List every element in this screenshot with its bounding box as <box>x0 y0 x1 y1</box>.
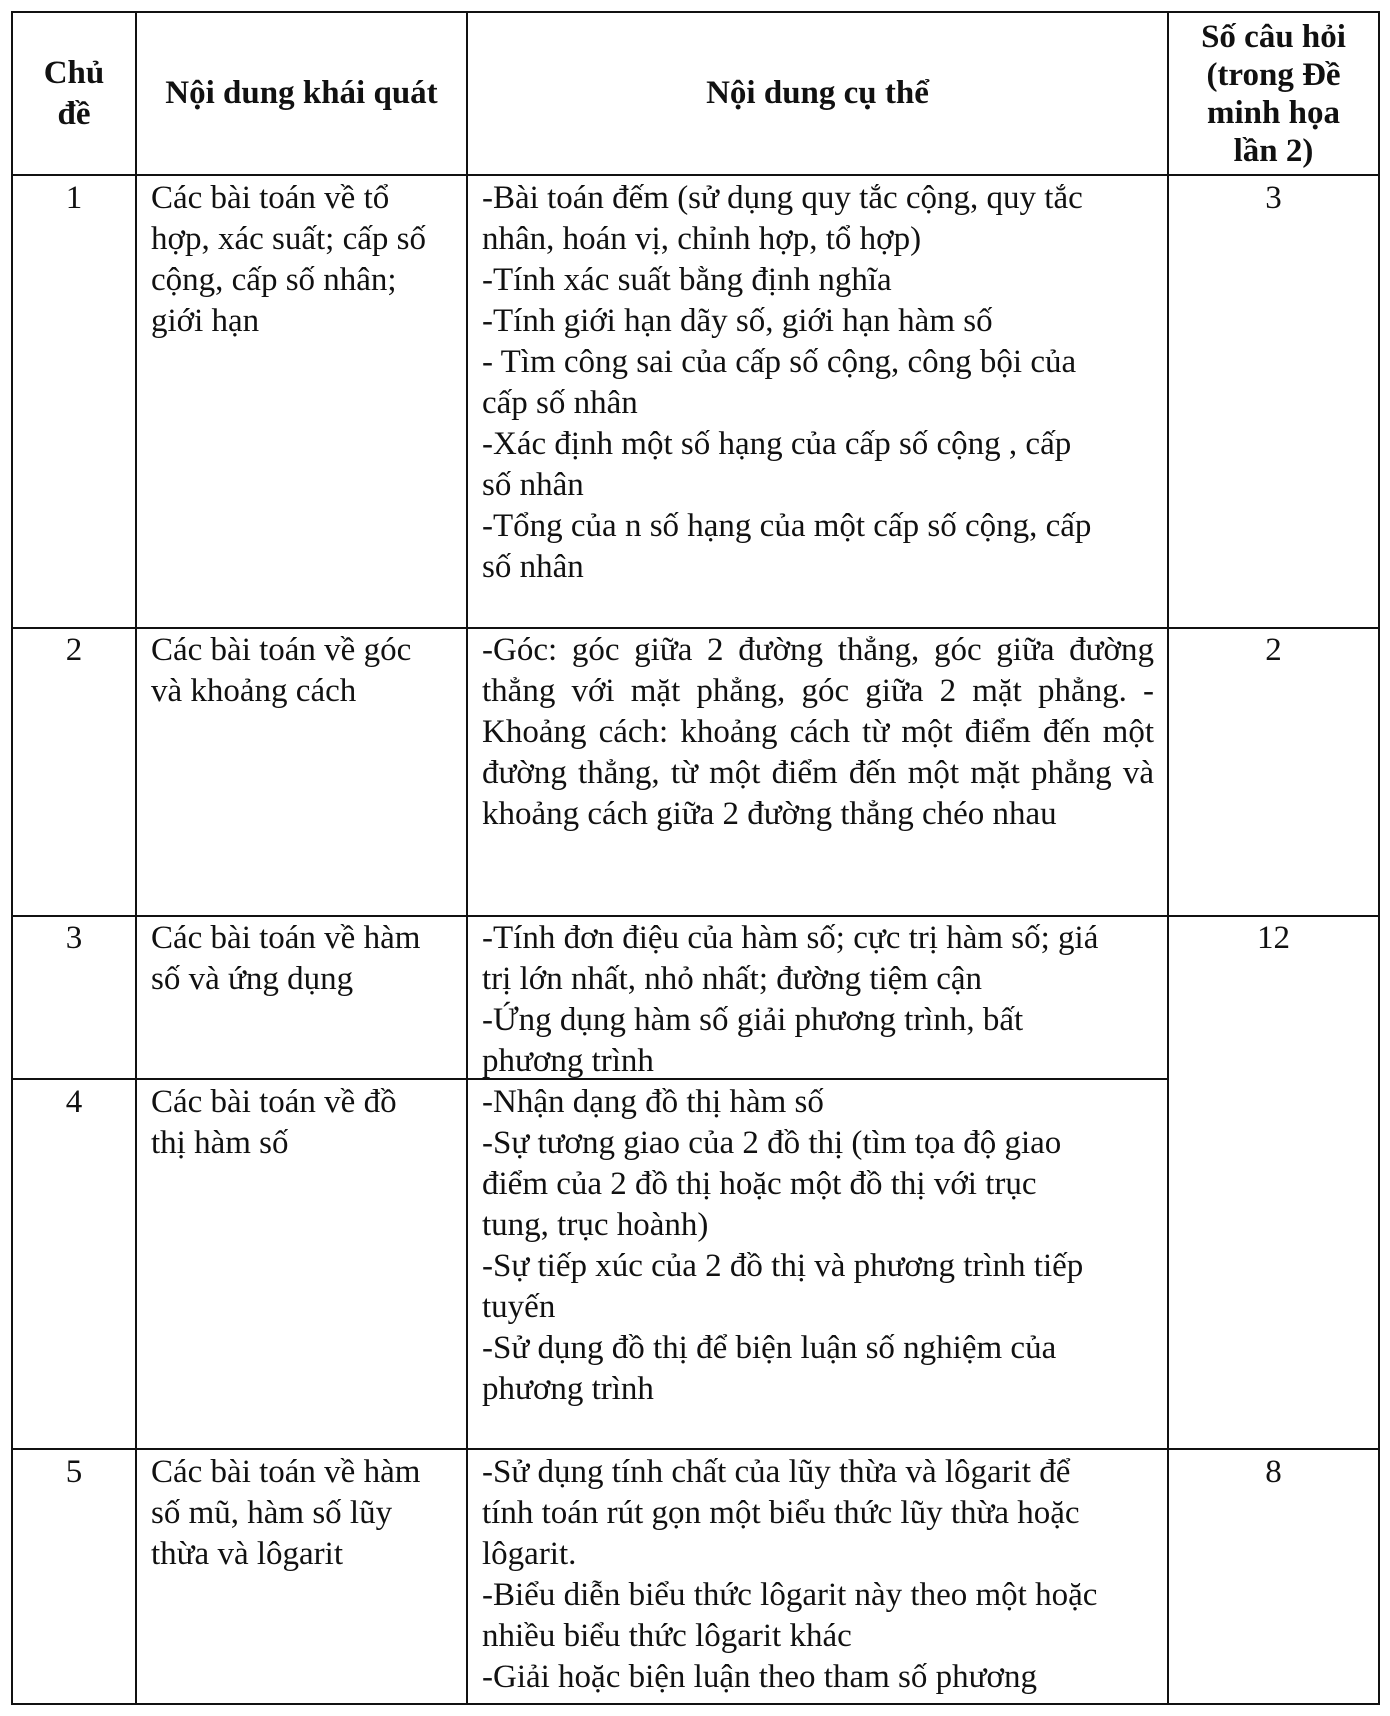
row-5-topic-number: 5 <box>65 1454 83 1490</box>
rows-3-4-question-count: 12 <box>1257 920 1290 956</box>
row-5-general-content: Các bài toán về hàm số mũ, hàm số lũy thừa và lôgarit <box>151 1454 421 1572</box>
header-topic: Chủ đề <box>43 54 105 132</box>
table-border-bottom <box>11 1703 1380 1705</box>
table-border-right <box>1378 11 1380 1705</box>
row-2-specific-content: -Góc: góc giữa 2 đường thẳng, góc giữa đường thẳng với mặt phẳng, góc giữa 2 mặt phẳng. -Khoảng cách: khoảng cách từ một điểm đến một đường thẳng, từ một điểm đến một mặt phẳng và khoảng cách giữa 2 đường thẳng chéo nhau <box>482 632 1154 832</box>
row-divider <box>11 915 1380 917</box>
header-question-count: Số câu hỏi (trong Đề minh họa lần 2) <box>1201 18 1346 169</box>
column-divider <box>135 11 137 1705</box>
row-5-specific-content: -Sử dụng tính chất của lũy thừa và lôgarit để tính toán rút gọn một biểu thức lũy thừa hoặc lôgarit. -Biểu diễn biểu thức lôgarit này theo một hoặc nhiều biểu thức lôgarit khác -Giải hoặc biện luận theo tham số phương <box>482 1454 1098 1695</box>
header-general-content: Nội dung khái quát <box>165 75 438 111</box>
row-3-general-content: Các bài toán về hàm số và ứng dụng <box>151 920 421 997</box>
row-3-specific-content: -Tính đơn điệu của hàm số; cực trị hàm số; giá trị lớn nhất, nhỏ nhất; đường tiệm cận -Ứng dụng hàm số giải phương trình, bất phương trình <box>482 920 1099 1079</box>
row-3-topic-number: 3 <box>65 920 83 956</box>
row-2-topic-number: 2 <box>65 632 83 668</box>
column-divider <box>1167 11 1169 1705</box>
table-border-left <box>11 11 13 1705</box>
row-2-general-content: Các bài toán về góc và khoảng cách <box>151 632 412 709</box>
column-divider <box>466 11 468 1705</box>
row-5-question-count: 8 <box>1265 1454 1282 1490</box>
row-1-question-count: 3 <box>1265 180 1282 216</box>
header-divider <box>11 174 1380 176</box>
row-4-general-content: Các bài toán về đồ thị hàm số <box>151 1084 397 1161</box>
row-divider <box>11 1448 1380 1450</box>
row-4-topic-number: 4 <box>65 1084 83 1120</box>
row-1-specific-content: -Bài toán đếm (sử dụng quy tắc cộng, quy tắc nhân, hoán vị, chỉnh hợp, tổ hợp) -Tính xác suất bằng định nghĩa -Tính giới hạn dãy số, giới hạn hàm số - Tìm công sai của cấp số cộng, công bội của cấp số nhân -Xác định một số hạng của cấp số cộng , cấp số nhân -Tổng của n số hạng của một cấp số cộng, cấp số nhân <box>482 180 1092 585</box>
row-1-topic-number: 1 <box>65 180 83 216</box>
row-divider <box>11 627 1380 629</box>
row-2-question-count: 2 <box>1265 632 1282 668</box>
header-specific-content: Nội dung cụ thể <box>706 75 929 111</box>
row-4-specific-content: -Nhận dạng đồ thị hàm số -Sự tương giao của 2 đồ thị (tìm tọa độ giao điểm của 2 đồ thị hoặc một đồ thị với trục tung, trục hoành) -Sự tiếp xúc của 2 đồ thị và phương trình tiếp tuyến -Sử dụng đồ thị để biện luận số nghiệm của phương trình <box>482 1084 1084 1407</box>
row-1-general-content: Các bài toán về tổ hợp, xác suất; cấp số cộng, cấp số nhân; giới hạn <box>151 180 426 339</box>
